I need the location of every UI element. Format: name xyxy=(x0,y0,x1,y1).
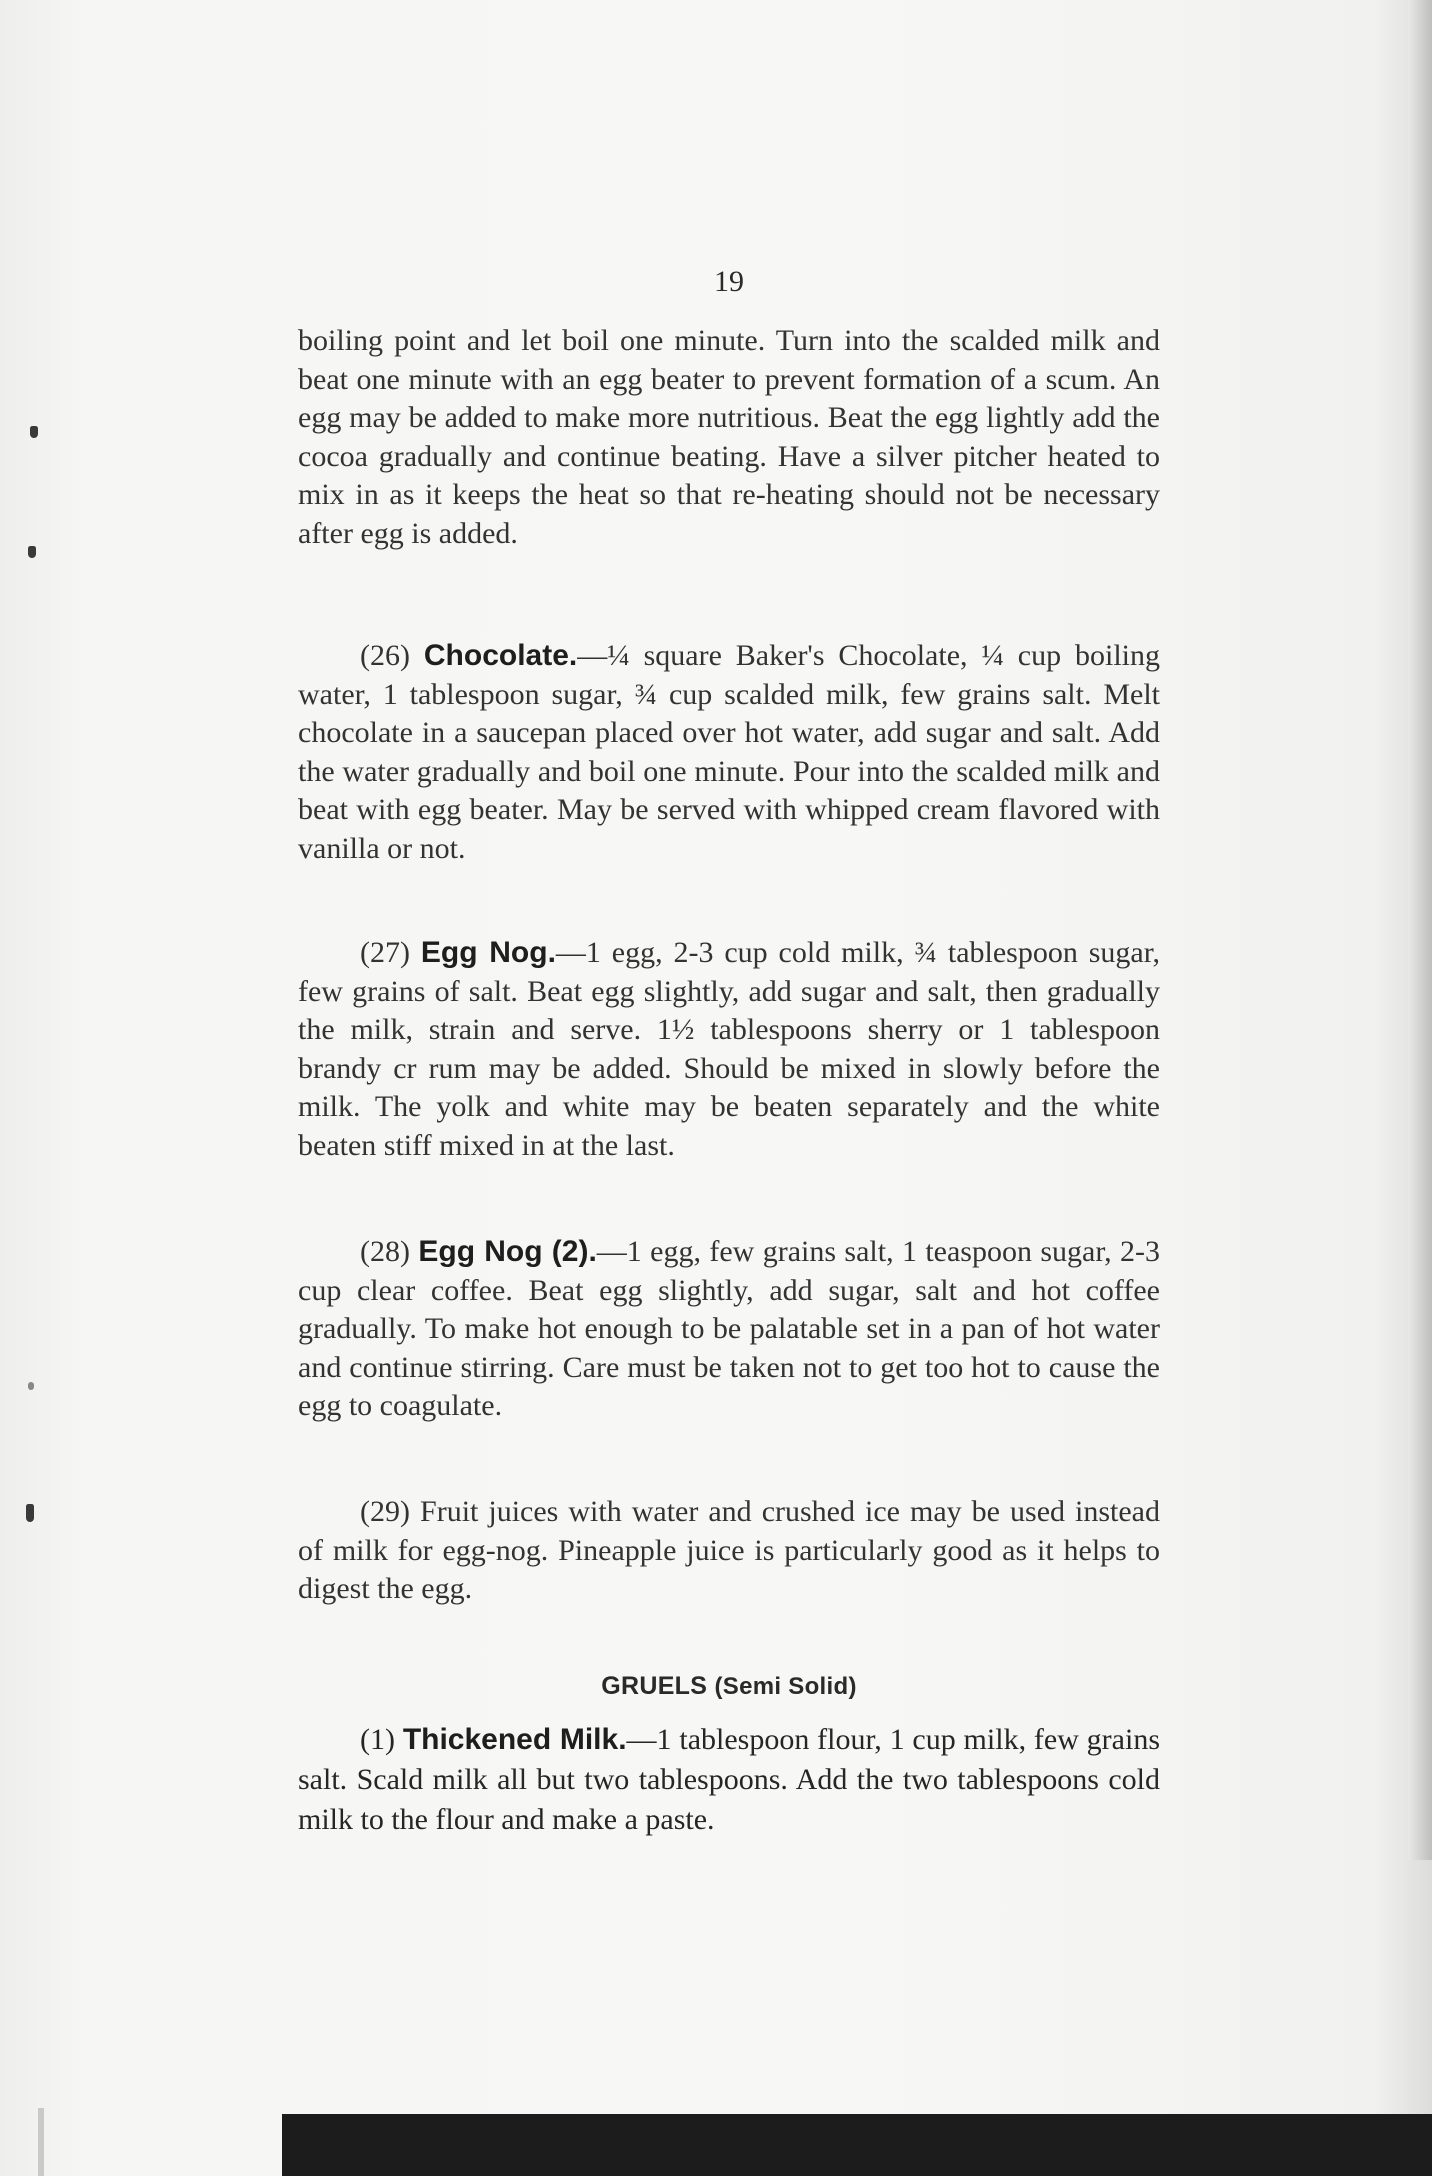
recipe-number: (27) xyxy=(360,936,410,969)
recipe-fruit-juices xyxy=(298,1493,1160,1609)
recipe-thickened-milk xyxy=(298,1720,1160,1840)
gutter-line xyxy=(38,2108,44,2176)
recipe-title: Chocolate. xyxy=(423,639,578,672)
scan-border xyxy=(282,2114,1432,2176)
margin-speck xyxy=(30,426,38,438)
recipe-number: (26) xyxy=(360,639,410,672)
recipe-text: Fruit juices with water and crushed ice may be used instead of milk for egg-nog. Pineapple juice is particularly good as it helps to digest the egg. xyxy=(298,1495,1160,1606)
recipe-text: —1 egg, few grains salt, 1 teaspoon sugar, 2-3 cup clear coffee. Beat egg slightly, add sugar, salt and hot coffee gradually. To make hot enough to be palatable set in a pan of hot water and continue stirring. Care must be taken not to get too hot to cause the egg to coagulate. xyxy=(298,1235,1161,1423)
recipe-number: (1) xyxy=(360,1723,395,1756)
recipe-number: (28) xyxy=(360,1235,410,1268)
page-edge-shadow xyxy=(1408,0,1432,1860)
recipe-title: Egg Nog. xyxy=(420,936,556,969)
section-heading xyxy=(298,1669,1160,1704)
section-subtitle: (Semi Solid) xyxy=(714,1673,857,1700)
paragraph-continued xyxy=(298,322,1160,554)
page-number: 19 xyxy=(714,265,744,298)
margin-speck xyxy=(26,1504,34,1522)
recipe-number: (29) xyxy=(360,1495,410,1528)
recipe-text: —¼ square Baker's Chocolate, ¼ cup boiling water, 1 tablespoon sugar, ¾ cup scalded milk, few grains salt. Melt chocolate in a saucepan placed over hot water, add sugar and salt. Add the water gradually and boil one minute. Pour into the scalded milk and beat with egg beater. May be served with whipped cream flavored with vanilla or not. xyxy=(298,639,1161,865)
recipe-text: —1 tablespoon flour, 1 cup milk, few grains salt. Scald milk all but two tablespoons. Add the two tablespoons cold milk to the flour and make a paste. xyxy=(298,1723,1161,1836)
recipe-egg-nog-2 xyxy=(298,1233,1160,1426)
recipe-text: —1 egg, 2-3 cup cold milk, ¾ tablespoon sugar, few grains of salt. Beat egg slightly, add sugar and salt, then gradually the milk, strain and serve. 1½ tablespoons sherry or 1 tablespoon brandy cr rum may be added. Should be mixed in slowly before the milk. The yolk and white may be beaten separately and the white beaten stiff mixed in at the last. xyxy=(298,936,1160,1162)
margin-speck xyxy=(28,546,36,558)
recipe-chocolate xyxy=(298,637,1160,869)
margin-speck xyxy=(28,1382,34,1390)
recipe-title: Egg Nog (2). xyxy=(418,1235,597,1268)
recipe-title: Thickened Milk. xyxy=(402,1723,627,1756)
recipe-egg-nog xyxy=(298,934,1160,1166)
paragraph-text: boiling point and let boil one minute. Turn into the scalded milk and beat one minute with an egg beater to prevent formation of a scum. An egg may be added to make more nutritious. Beat the egg lightly add the cocoa gradually and continue beating. Have a silver pitcher heated to mix in as it keeps the heat so that re-heating should not be necessary after egg is added. xyxy=(298,324,1160,550)
section-title: GRUELS xyxy=(601,1672,708,1700)
